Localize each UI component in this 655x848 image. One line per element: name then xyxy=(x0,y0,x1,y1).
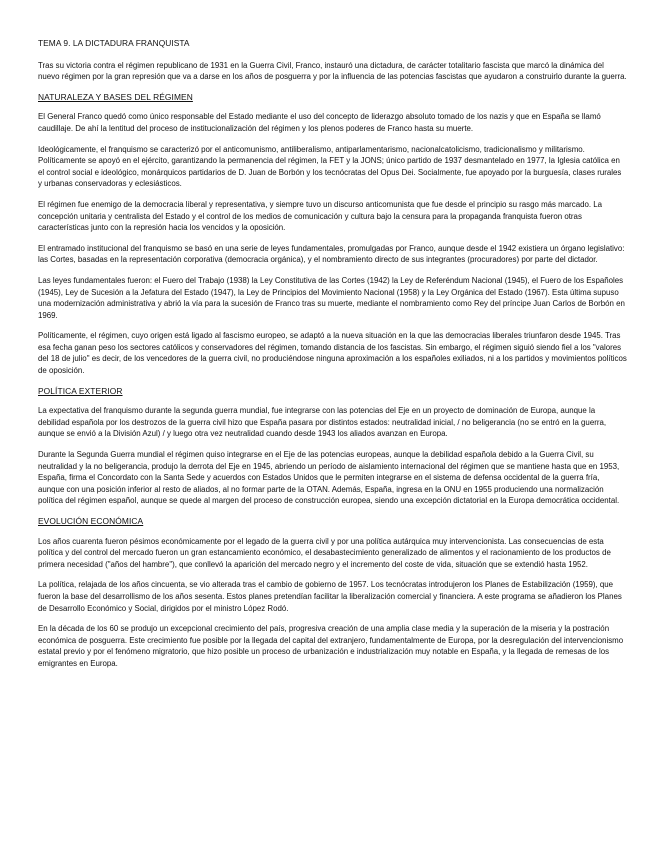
paragraph: Las leyes fundamentales fueron: el Fuero del Trabajo (1938) la Ley Constitutiva de las Cortes (1942) la Ley de Referéndum Nacional (1945), el Fuero de los Españoles (1945), Ley de Sucesión a la Jefatura del Estado (1947), la Ley de Principios del Movimiento Nacional (1958) y la Ley Orgánica del Estado (1967). Esta última supuso una modernización administrativa y abrió la vía para la sucesión de Franco tras su muerte, mediante el nombramiento como Rey del príncipe Juan Carlos de Borbón en 1969. xyxy=(38,275,625,320)
section-heading-politica-exterior: POLÍTICA EXTERIOR xyxy=(38,385,123,396)
paragraph: Durante la Segunda Guerra mundial el régimen quiso integrarse en el Eje de las potencias europeas, aunque la debilidad española debido a la Guerra Civil, su neutralidad y la no beligerancia, produjo la derrota del Eje en 1945, abriendo un período de aislamiento internacional del régimen que se mantiene hasta que en 1953, España, firma el Concordato con la Santa Sede y acuerdos con Estados Unidos que le permiten integrarse en el sistema de defensa occidental de la guerra fría, aunque con una posición inferior al resto de aliados, al no formar parte de la OTAN. Además, España, ingresa en la ONU en 1955 produciendo una normalización política del régimen español, aunque se quede al margen del proceso de construcción europea, siendo una excepción dictatorial en la Europa democrática occidental. xyxy=(38,450,620,506)
paragraph: La política, relajada de los años cincuenta, se vio alterada tras el cambio de gobierno de 1957. Los tecnócratas introdujeron los Planes de Estabilización (1959), que fueron la base del desarrollismo de los años sesenta. Estos planes pretendían facilitar la liberalización comercial y financiera. A este programa se añadieron los Planes de Desarrollo Económico y Social, dirigidos por el ministro López Rodó. xyxy=(38,580,622,613)
paragraph: Políticamente, el régimen, cuyo origen está ligado al fascismo europeo, se adaptó a la nueva situación en la que las democracias liberales triunfaron desde 1945. Tras esa fecha ganan peso los sectores católicos y conservadores del régimen, tomando distancia de los fascistas. Sin embargo, el régimen siguió siendo fiel a los "valores del 18 de julio" es decir, de los vencedores de la guerra civil, no produciéndose ninguna aproximación a los españoles exiliados, ni a los partidos y movimientos políticos de oposición. xyxy=(38,331,627,376)
paragraph: La expectativa del franquismo durante la segunda guerra mundial, fue integrarse con las potencias del Eje en un proyecto de dominación de Europa, aunque la debilidad española por los destrozos de la guerra civil hizo que España pasara por distintos estados: neutralidad inicial, / no beligerancia (no se entró en la guerra, aunque se envió a la División Azul) / y luego otra vez neutralidad cuando desde 1943 los aliados avanzan en Europa. xyxy=(38,406,607,439)
paragraph: El régimen fue enemigo de la democracia liberal y representativa, y siempre tuvo un discurso anticomunista que fue desde el principio su rasgo más marcado. La concepción unitaria y centralista del Estado y el control de los medios de comunicación y cultura bajo la censura para la propaganda franquista fueron otras características junto con la represión hacia los vencidos y la oposición. xyxy=(38,199,603,233)
paragraph: Ideológicamente, el franquismo se caracterizó por el anticomunismo, antiliberalismo, antiparlamentarismo, nacionalcatolicismo, tradicionalismo y militarismo. Políticamente se apoyó en el ejército, garantizando la permanencia del régimen, la FET y la JONS; único partido de 1937 desmantelado en 1977, la Iglesia católica en el control social e ideológico, monárquicos partidarios de D. Juan de Borbón y los tecnócratas del Opus Dei. Socialmente, fue apoyado por la burguesía, clases rurales y urbanas conservadoras y eclesiásticos. xyxy=(38,144,622,189)
paragraph: El entramado institucional del franquismo se basó en una serie de leyes fundamentales, promulgadas por Franco, aunque desde el 1942 existiera un órgano legislativo: las Cortes, basadas en la representación corporativa (democracia orgánica), y el nombramiento directo de sus integrantes (procuradores) por parte del dictador. xyxy=(38,243,625,265)
intro-paragraph: Tras su victoria contra el régimen republicano de 1931 en la Guerra Civil, Franco, instauró una dictadura, de carácter totalitario fascista que marcó la dinámica del nuevo régimen por la gran represión que va a darse en los años de posguerra y por la influencia de las potencias fascistas que ayudaron a construirlo durante la guerra. xyxy=(38,60,627,82)
paragraph: El General Franco quedó como único responsable del Estado mediante el uso del concepto de liderazgo absoluto tomado de los nazis y que en España se llamó caudillaje. De ahí la lentitud del proceso de institucionalización del régimen y los plenos poderes de Franco hasta su muerte. xyxy=(38,112,601,133)
paragraph: En la década de los 60 se produjo un excepcional crecimiento del país, progresiva creación de una amplia clase media y la superación de la miseria y la postración económica de posguerra. Este crecimiento fue posible por la llegada del capital del extranjero, fundamentalmente de Europa, por la desregulación del intervencionismo estatal previo y por el fenómeno migratorio, que hizo posible un proceso de urbanización e industrialización muy notable en España, y la llegada de remesas de los emigrantes en Europa. xyxy=(38,624,624,668)
section-heading-naturaleza: NATURALEZA Y BASES DEL RÉGIMEN xyxy=(38,91,193,102)
paragraph: Los años cuarenta fueron pésimos económicamente por el legado de la guerra civil y por una política autárquica muy intervencionista. Las consecuencias de esta política y del control del mercado fueron un gran estancamiento económico, el desabastecimiento generalizado de alimentos y el racionamiento de los productos de primera necesidad ("años del hambre"), que conllevó la aparición del mercado negro y el incremento del coste de vida, situación que se extendió hasta 1952. xyxy=(38,536,611,569)
section-heading-evolucion-economica: EVOLUCIÓN ECONÓMICA xyxy=(38,516,144,526)
document-title: TEMA 9. LA DICTADURA FRANQUISTA xyxy=(38,38,190,48)
